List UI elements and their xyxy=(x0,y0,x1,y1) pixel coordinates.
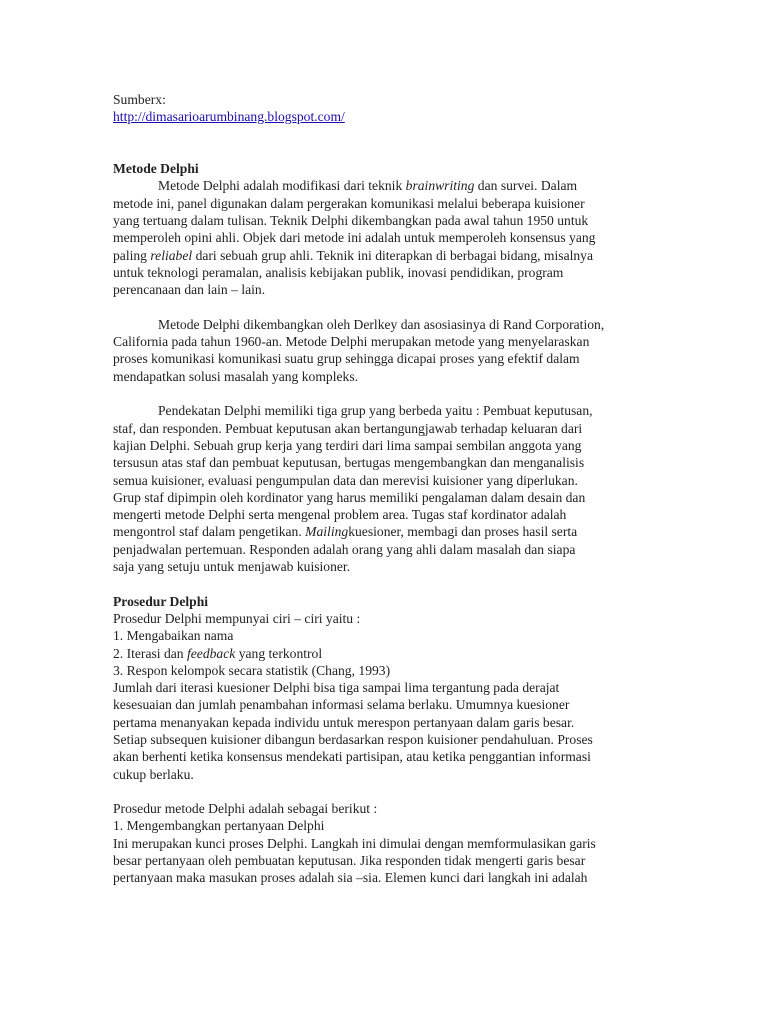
text-run: penjadwalan pertemuan. Responden adalah orang yang ahli dalam masalah dan siapa xyxy=(113,541,576,557)
text-line xyxy=(113,420,653,437)
text-run: semua kuisioner, evaluasi pengumpulan data dan merevisi kuisioner yang diperlukan. xyxy=(113,472,578,488)
text-run: yang terkontrol xyxy=(235,645,323,661)
text-run: proses komunikasi komunikasi suatu grup sehingga dicapai proses yang efektif dalam xyxy=(113,351,580,367)
spacer xyxy=(113,575,653,592)
text-line xyxy=(113,714,653,731)
text-line xyxy=(113,454,653,471)
text-line xyxy=(113,472,653,489)
text-run: memperoleh opini ahli. Objek dari metode ini adalah untuk memperoleh konsensus yang xyxy=(113,230,596,246)
paragraph-3 xyxy=(113,402,653,575)
document-page xyxy=(113,91,653,887)
text-line xyxy=(113,817,653,834)
text-line xyxy=(113,212,653,229)
text-line xyxy=(113,731,653,748)
text-line xyxy=(113,437,653,454)
text-line xyxy=(113,852,653,869)
paragraph-prosedur-steps xyxy=(113,800,653,886)
text-run: cukup berlaku. xyxy=(113,766,194,782)
text-run: kajian Delphi. Sebuah grup kerja yang terdiri dari lima sampai sembilan anggota yang xyxy=(113,437,582,453)
source-label: Sumberx: xyxy=(113,92,166,107)
text-run: metode ini, panel digunakan dalam pergerakan komunikasi melalui beberapa kuisioner xyxy=(113,195,585,211)
paragraph-2 xyxy=(113,316,653,385)
text-line xyxy=(113,350,653,367)
section-heading-metode-delphi: Metode Delphi xyxy=(113,161,199,177)
text-line xyxy=(113,748,653,765)
text-run: Metode Delphi adalah modifikasi dari teknik xyxy=(158,178,406,194)
text-line xyxy=(113,333,653,350)
text-line xyxy=(113,610,653,627)
text-run: Jumlah dari iterasi kuesioner Delphi bisa tiga sampai lima tergantung pada derajat xyxy=(113,680,560,696)
text-run: California pada tahun 1960-an. Metode Delphi merupakan metode yang menyelaraskan xyxy=(113,334,590,350)
text-line xyxy=(113,800,653,817)
text-run: dan survei. Dalam xyxy=(474,178,578,194)
paragraph-prosedur xyxy=(113,610,653,783)
text-line xyxy=(113,523,653,540)
text-run: paling xyxy=(113,247,151,263)
paragraph-1 xyxy=(113,177,653,298)
text-run: Setiap subsequen kuisioner dibangun berdasarkan respon kuisioner pendahuluan. Proses xyxy=(113,731,593,747)
text-line xyxy=(113,177,653,194)
text-run: mengontrol staf dalam pengetikan. xyxy=(113,524,306,540)
text-line xyxy=(113,247,653,264)
text-line xyxy=(113,558,653,575)
source-link[interactable]: http://dimasarioarumbinang.blogspot.com/ xyxy=(113,109,345,125)
italic-term: reliabel xyxy=(150,247,193,263)
text-line xyxy=(113,281,653,298)
text-run: akan berhenti ketika konsensus mendekati partisipan, atau ketika penggantian informasi xyxy=(113,749,591,765)
italic-term: feedback xyxy=(186,645,236,661)
text-run: pertama menanyakan kepada individu untuk merespon pertanyaan dalam garis besar. xyxy=(113,714,575,730)
spacer xyxy=(113,126,653,143)
spacer xyxy=(113,385,653,402)
spacer xyxy=(113,783,653,800)
text-run: Pendekatan Delphi memiliki tiga grup yang berbeda yaitu : Pembuat keputusan, xyxy=(158,403,593,419)
text-line xyxy=(113,229,653,246)
text-run: kesesuaian dan jumlah penambahan informasi selama berlaku. Umumnya kuesioner xyxy=(113,697,570,713)
text-run: pertanyaan maka masukan proses adalah sia –sia. Elemen kunci dari langkah ini adalah xyxy=(113,870,588,886)
text-line xyxy=(113,766,653,783)
section-heading-prosedur-delphi: Prosedur Delphi xyxy=(113,593,209,609)
text-line xyxy=(113,696,653,713)
spacer xyxy=(113,143,653,160)
text-run: perencanaan dan lain – lain. xyxy=(113,282,266,298)
text-line xyxy=(113,627,653,644)
italic-term: Mailing xyxy=(305,524,349,540)
text-line xyxy=(113,506,653,523)
text-run: Prosedur Delphi mempunyai ciri – ciri yaitu : xyxy=(113,610,361,626)
text-run: Metode Delphi dikembangkan oleh Derlkey dan asosiasinya di Rand Corporation, xyxy=(158,316,605,332)
text-line xyxy=(113,368,653,385)
text-run: 2. Iterasi dan xyxy=(113,645,187,661)
text-run: 1. Mengembangkan pertanyaan Delphi xyxy=(113,818,325,834)
text-run: yang tertuang dalam tulisan. Teknik Delphi dikembangkan pada awal tahun 1950 untuk xyxy=(113,213,589,229)
text-run: tersusun atas staf dan pembuat keputusan, bertugas mengembangkan dan menganalisis xyxy=(113,455,585,471)
text-run: Grup staf dipimpin oleh kordinator yang harus memiliki pengalaman dalam desain dan xyxy=(113,489,586,505)
text-line xyxy=(113,541,653,558)
text-line xyxy=(113,402,653,419)
text-run: Ini merupakan kunci proses Delphi. Langkah ini dimulai dengan memformulasikan garis xyxy=(113,835,596,851)
text-run: mendapatkan solusi masalah yang kompleks. xyxy=(113,368,359,384)
text-line xyxy=(113,264,653,281)
italic-term: brainwriting xyxy=(405,178,475,194)
text-run: 3. Respon kelompok secara statistik (Chang, 1993) xyxy=(113,662,391,678)
text-run: 1. Mengabaikan nama xyxy=(113,628,234,644)
text-run: mengerti metode Delphi serta mengenal problem area. Tugas staf kordinator adalah xyxy=(113,507,567,523)
text-line xyxy=(113,869,653,886)
text-line xyxy=(113,662,653,679)
text-run: saja yang setuju untuk menjawab kuisioner. xyxy=(113,559,351,575)
text-run: dari sebuah grup ahli. Teknik ini diterapkan di berbagai bidang, misalnya xyxy=(192,247,594,263)
text-run: Prosedur metode Delphi adalah sebagai berikut : xyxy=(113,801,378,817)
text-line xyxy=(113,316,653,333)
text-run: untuk teknologi peramalan, analisis kebijakan publik, inovasi pendidikan, program xyxy=(113,264,564,280)
text-run: kuesioner, membagi dan proses hasil serta xyxy=(348,524,578,540)
text-run: besar pertanyaan oleh pembuatan keputusan. Jika responden tidak mengerti garis besar xyxy=(113,853,586,869)
text-line xyxy=(113,489,653,506)
text-line xyxy=(113,679,653,696)
spacer xyxy=(113,299,653,316)
text-line xyxy=(113,835,653,852)
text-line xyxy=(113,195,653,212)
text-line xyxy=(113,645,653,662)
text-run: staf, dan responden. Pembuat keputusan akan bertangungjawab terhadap keluaran dari xyxy=(113,420,583,436)
